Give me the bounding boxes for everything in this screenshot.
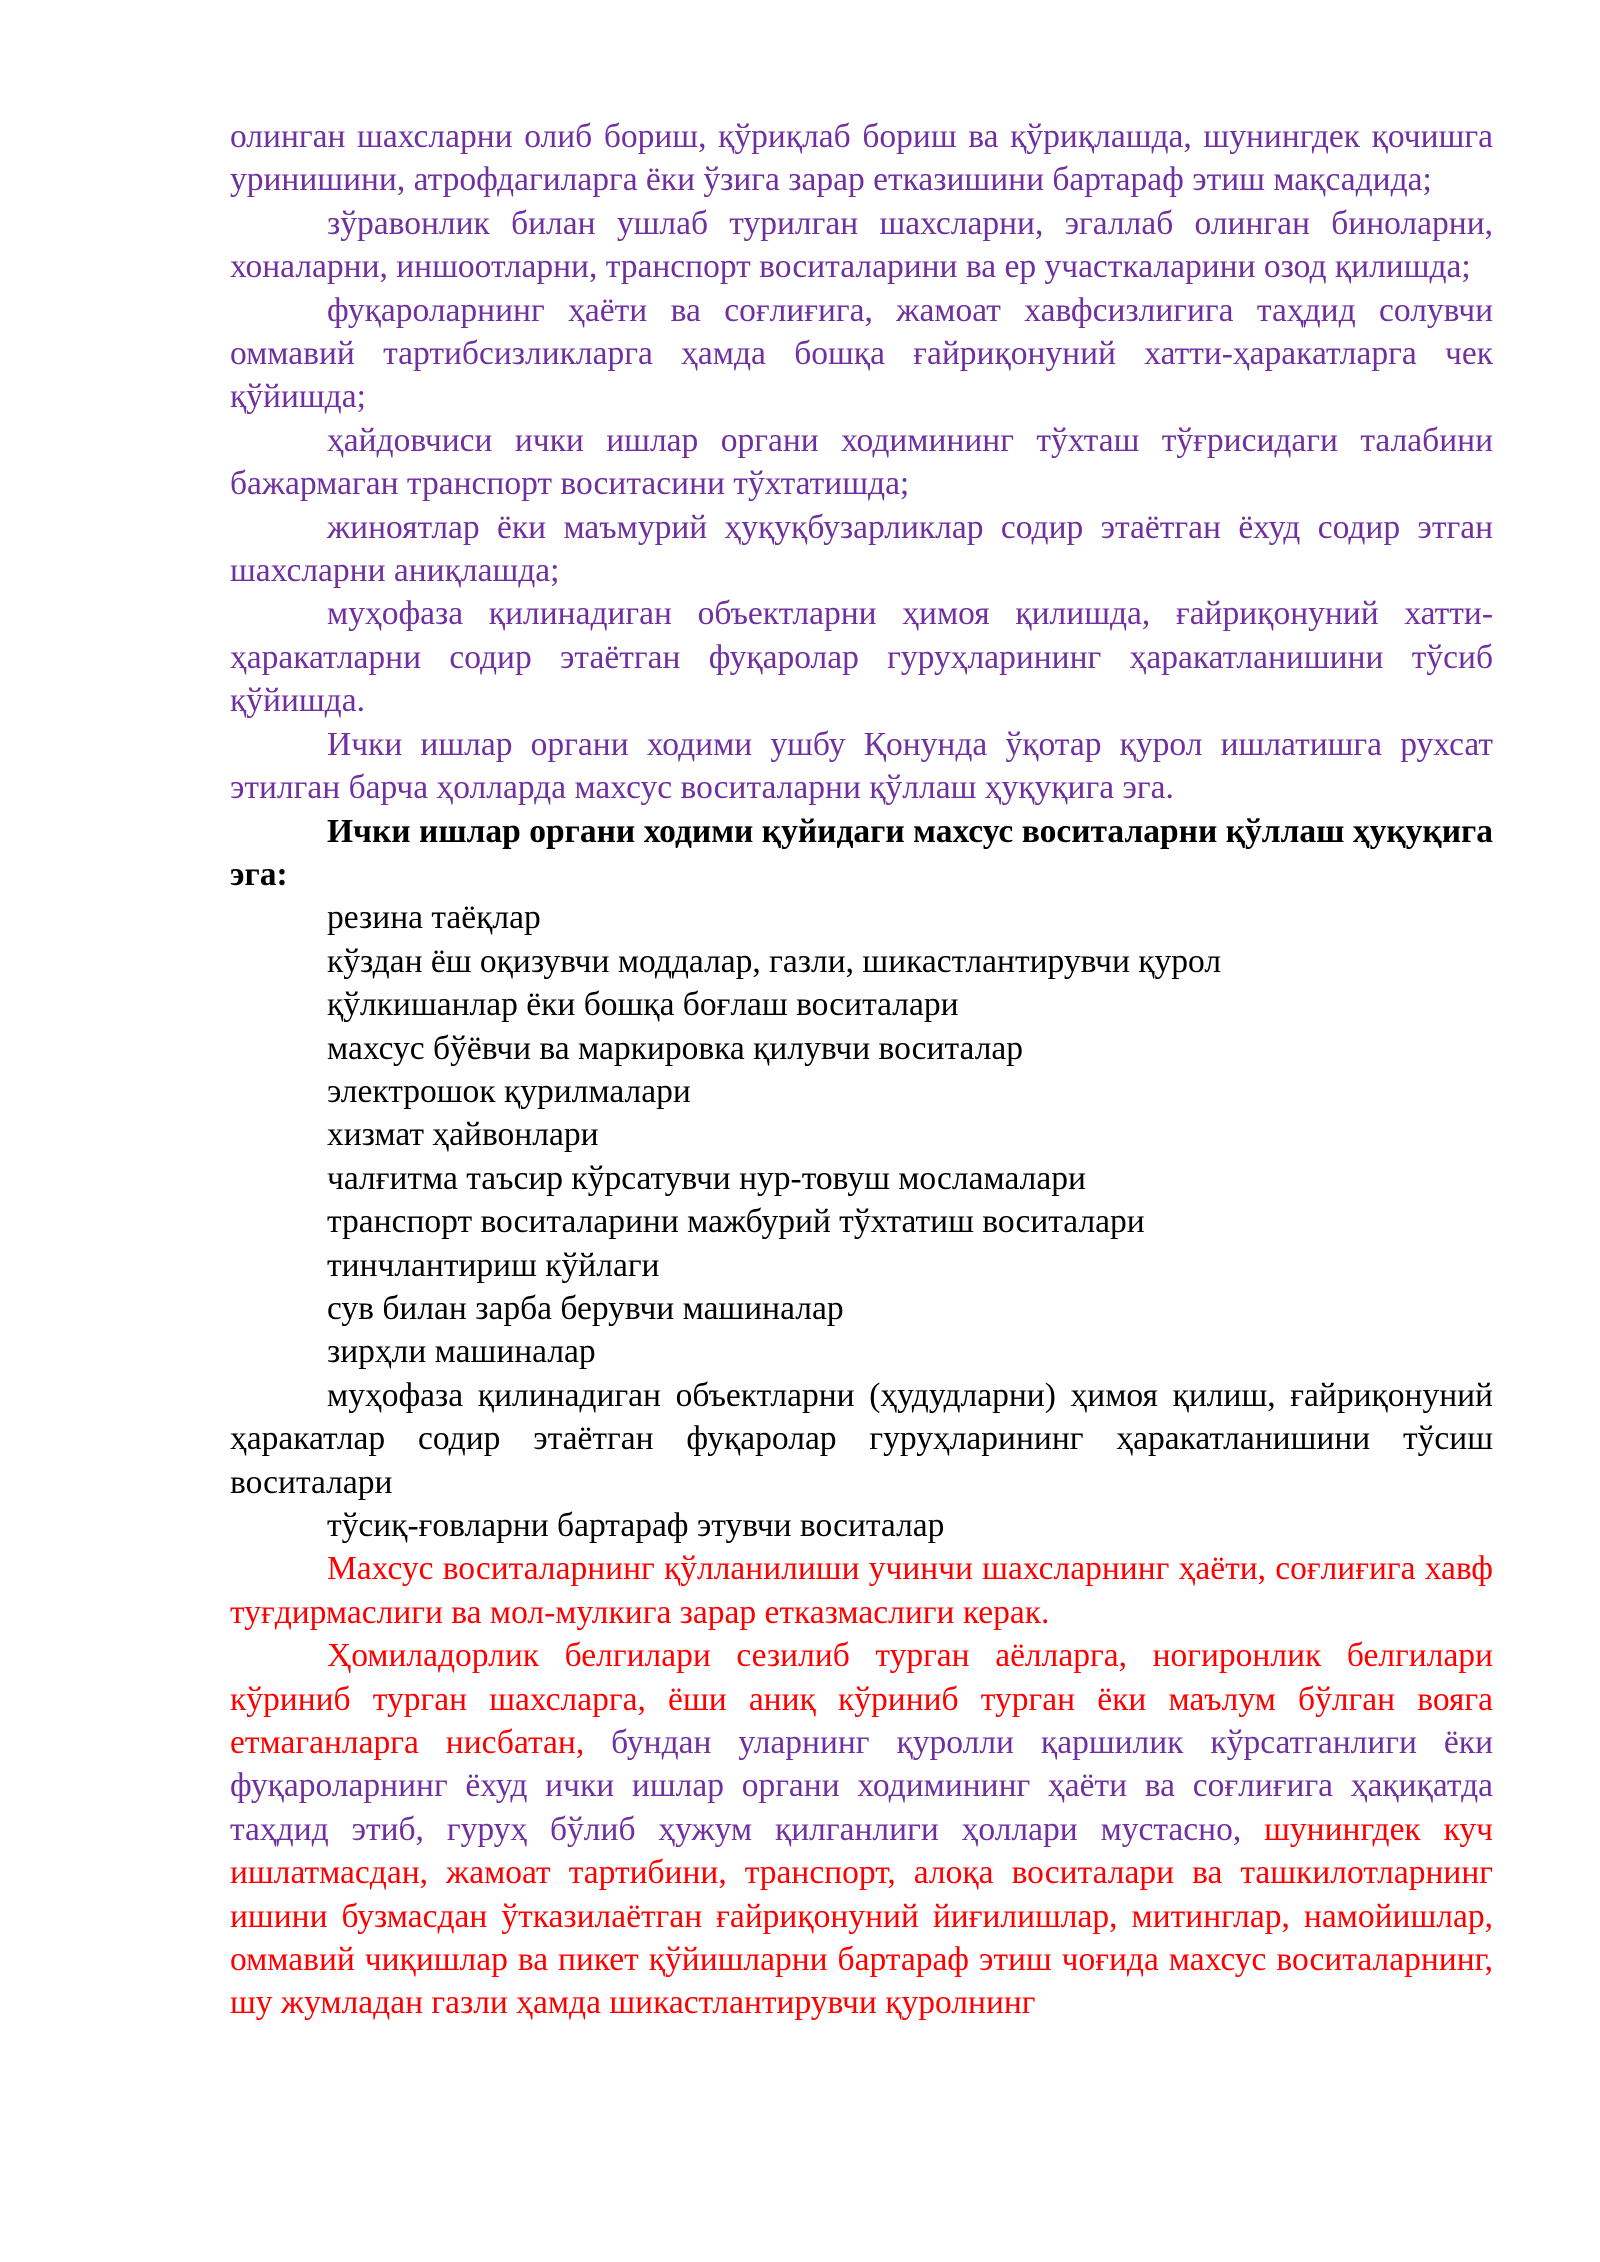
paragraph-firearm-cases: Ички ишлар органи ходими ушбу Қонунда ўқотар қурол ишлатишга рухсат этилган барча ҳолларда махсус воситаларни қўллаш ҳуқуқига эга.: [230, 725, 1493, 807]
paragraph-third-party-safety: Махсус воситаларнинг қўлланилиши учинчи шахсларнинг ҳаёти, соғлиғига хавф туғдирмаслиги ва мол-мулкига зарар етказмаслиги керак.: [230, 1550, 1493, 1631]
list-item: сув билан зарба берувчи машиналар: [327, 1289, 844, 1327]
list-item: электрошок қурилмалари: [327, 1072, 691, 1110]
section-heading: Ички ишлар органи ходими қуйидаги махсус воситаларни қўллаш ҳуқуқига эга:: [230, 812, 1493, 893]
paragraph-stop-riots: фуқароларнинг ҳаёти ва соғлиғига, жамоат хавфсизлигига таҳдид солувчи оммавий тартибсизликларга ҳамда бошқа ғайриқонуний хатти-ҳаракатларга чек қўйишда;: [230, 291, 1493, 416]
paragraph-continuation: олинган шахсларни олиб бориш, қўриқлаб бориш ва қўриқлашда, шунингдек қочишга уринишини, атрофдагиларга ёки ўзига зарар етказишини бартараф этиш мақсадида;: [230, 118, 1493, 199]
paragraph-protect-objects: муҳофаза қилинадиган объектларни ҳимоя қилишда, ғайриқонуний хатти-ҳаракатларни содир этаётган фуқаролар гуруҳларининг ҳаракатланишини тўсиб қўйишда.: [230, 595, 1493, 720]
list-item: кўздан ёш оқизувчи моддалар, газли, шикастлантирувчи қурол: [327, 942, 1222, 980]
restrictions-part-purple: бундан уларнинг қуролли қаршилик кўрсатганлиги ёки фуқароларнинг ёхуд ички ишлар органи ходимининг ҳаёти ва соғлиғига ҳақиқатда таҳдид этиб, гуруҳ бўлиб ҳужум қилганлиги ҳоллари мустасно,: [230, 1724, 1494, 1848]
list-item: резина таёқлар: [327, 899, 541, 937]
special-means-list: [230, 896, 1493, 1547]
list-item: транспорт воситаларини мажбурий тўхтатиш воситалари: [327, 1203, 1145, 1241]
list-item: муҳофаза қилинадиган объектларни (ҳудудларни) ҳимоя қилиш, ғайриқонуний ҳаракатлар содир этаётган фуқаролар гуруҳларининг ҳаракатланишини тўсиш воситалари: [230, 1376, 1493, 1501]
paragraph-restrictions: [230, 1634, 1493, 2025]
paragraph-stop-vehicle: ҳайдовчиси ички ишлар органи ходимининг тўхташ тўғрисидаги талабини бажармаган транспорт воситасини тўхтатишда;: [230, 421, 1493, 503]
list-item: тинчлантириш кўйлаги: [327, 1246, 660, 1284]
list-item: махсус бўёвчи ва маркировка қилувчи воситалар: [327, 1029, 1024, 1067]
restrictions-part-red-1: Ҳомиладорлик белгилари сезилиб турган аёлларга, ногиронлик белгилари кўриниб турган шахсларга, ёши аниқ кўриниб турган ёки маълум бўлган вояга етмаганларга нисбатан,: [230, 1637, 1493, 1762]
list-item: чалғитма таъсир кўрсатувчи нур-товуш мосламалари: [327, 1159, 1086, 1197]
list-item: зирҳли машиналар: [327, 1333, 596, 1371]
paragraph-identify-offenders: жиноятлар ёки маъмурий ҳуқуқбузарликлар содир этаётган ёхуд содир этган шахсларни аниқлашда;: [230, 508, 1493, 590]
list-item: қўлкишанлар ёки бошқа боғлаш воситалари: [327, 986, 959, 1024]
list-item: хизмат ҳайвонлари: [327, 1116, 599, 1154]
list-item: тўсиқ-ғовларни бартараф этувчи воситалар: [327, 1507, 945, 1544]
restrictions-part-red-2: шунингдек куч ишлатмасдан, жамоат тартибини, транспорт, алоқа воситалари ва ташкилотларнинг ишини бузмасдан ўтказилаётган ғайриқонуний йиғилишлар, митинглар, намойишлар, оммавий чиқишлар ва пикет қўйишларни бартараф этиш чоғида махсус воситаларнинг, шу жумладан газли ҳамда шикастлантирувчи қуролнинг: [230, 1810, 1493, 2022]
paragraph-release-hostages: зўравонлик билан ушлаб турилган шахсларни, эгаллаб олинган биноларни, хоналарни, иншоотларни, транспорт воситаларини ва ер участкаларини озод қилишда;: [230, 204, 1493, 286]
